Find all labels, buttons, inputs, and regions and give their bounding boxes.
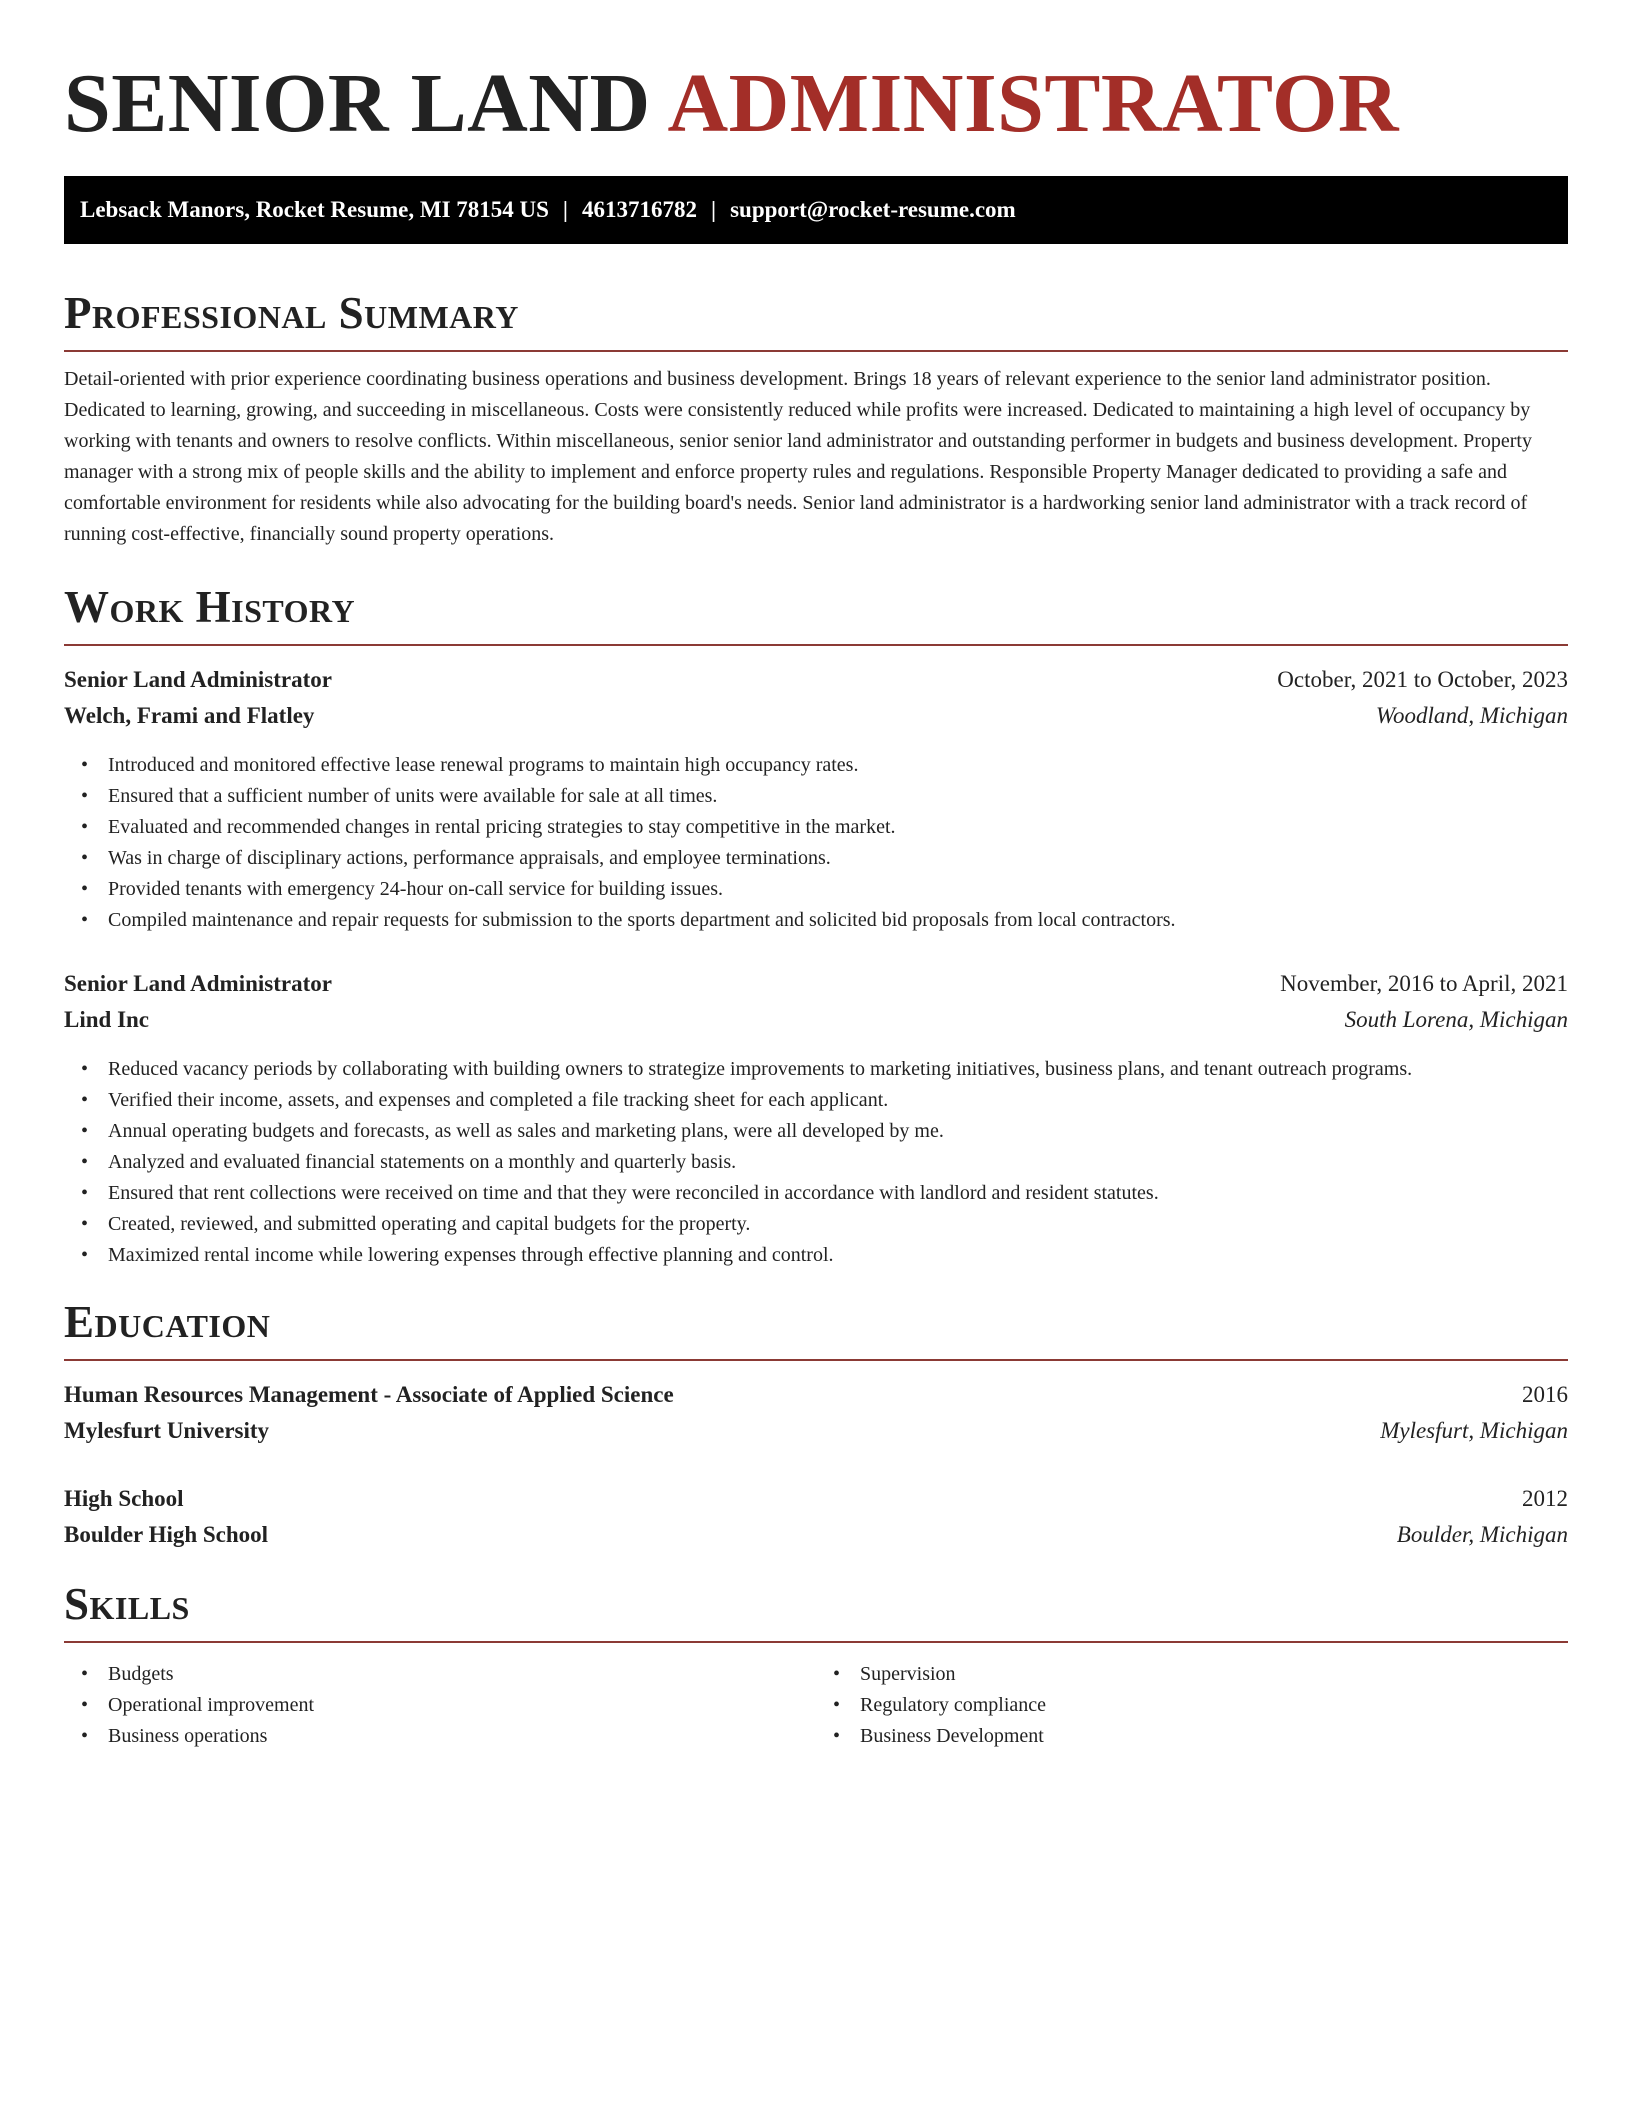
job-header-row	[64, 966, 1568, 1002]
skills-grid	[64, 1659, 1568, 1752]
job-entry	[64, 966, 1568, 1271]
job-company: Lind Inc	[64, 1007, 150, 1032]
list-item	[64, 1085, 1568, 1116]
skills-list	[816, 1659, 1568, 1752]
section-divider	[64, 350, 1568, 352]
list-item	[64, 874, 1568, 905]
bullet-icon: •	[833, 1725, 841, 1747]
education-year: 2012	[1522, 1486, 1568, 1511]
list-item	[64, 1240, 1568, 1271]
list-item	[64, 843, 1568, 874]
bullet-icon: •	[81, 1089, 89, 1111]
skills-column-left	[64, 1659, 816, 1752]
education-entry	[64, 1377, 1568, 1449]
contact-separator: |	[711, 197, 717, 222]
work-history-heading: Work History	[64, 582, 356, 632]
summary-heading: Professional Summary	[64, 288, 519, 338]
work-history-section	[64, 578, 1568, 1271]
skill-text: Operational improvement	[108, 1694, 315, 1716]
contact-separator: |	[562, 197, 568, 222]
bullet-icon: •	[833, 1694, 841, 1716]
job-company: Welch, Frami and Flatley	[64, 703, 315, 728]
section-divider	[64, 644, 1568, 646]
bullet-text: Compiled maintenance and repair requests for submission to the sports department and solicited bid proposals from local contractors.	[108, 909, 1176, 931]
list-item	[64, 1690, 816, 1721]
list-item	[64, 1209, 1568, 1240]
job-title: Senior Land Administrator	[64, 667, 332, 692]
skill-text: Business Development	[860, 1725, 1044, 1747]
education-year: 2016	[1522, 1382, 1568, 1407]
bullet-icon: •	[81, 909, 89, 931]
education-degree: High School	[64, 1486, 184, 1511]
skill-text: Budgets	[108, 1663, 174, 1685]
bullet-icon: •	[81, 847, 89, 869]
education-school: Boulder High School	[64, 1522, 269, 1547]
bullet-text: Reduced vacancy periods by collaborating with building owners to strategize improvements to marketing initiatives, business plans, and tenant outreach programs.	[108, 1058, 1413, 1080]
bullet-text: Introduced and monitored effective lease renewal programs to maintain high occupancy rates.	[108, 754, 859, 776]
bullet-icon: •	[81, 1120, 89, 1142]
skills-section	[64, 1575, 1568, 1752]
job-header-row	[64, 662, 1568, 698]
skills-column-right	[816, 1659, 1568, 1752]
job-location: South Lorena, Michigan	[1344, 1007, 1568, 1032]
job-bullet-list	[64, 1054, 1568, 1271]
contact-email: support@rocket-resume.com	[730, 197, 1016, 222]
bullet-icon: •	[81, 1244, 89, 1266]
job-location: Woodland, Michigan	[1375, 703, 1568, 728]
list-item	[64, 1659, 816, 1690]
list-item	[64, 1721, 816, 1752]
skills-list	[64, 1659, 816, 1752]
bullet-text: Verified their income, assets, and expenses and completed a file tracking sheet for each applicant.	[108, 1089, 889, 1111]
list-item	[64, 781, 1568, 812]
name-first-part: SENIOR LAND	[64, 57, 651, 150]
bullet-text: Ensured that rent collections were received on time and that they were reconciled in accordance with landlord and resident statutes.	[108, 1182, 1159, 1204]
skill-text: Supervision	[860, 1663, 956, 1685]
name-last-part: ADMINISTRATOR	[667, 57, 1399, 150]
education-school: Mylesfurt University	[64, 1418, 270, 1443]
summary-text: Detail-oriented with prior experience coordinating business operations and business development. Brings 18 years of relevant experience to the senior land administrator position. Dedicated to learning, growing, and succeeding in miscellaneous. Costs were consistently reduced while profits were increased. Dedicated to maintaining a high level of occupancy by working with tenants and owners to resolve conflicts. Within miscellaneous, senior senior land administrator and outstanding performer in budgets and business development. Property manager with a strong mix of people skills and the ability to implement and enforce property rules and regulations. Responsible Property Manager dedicated to providing a safe and comfortable environment for residents while also advocating for the building board's needs. Senior land administrator is a hardworking senior land administrator with a track record of running cost-effective, financially sound property operations.	[64, 368, 1532, 545]
bullet-icon: •	[833, 1663, 841, 1685]
list-item	[64, 1116, 1568, 1147]
list-item	[64, 812, 1568, 843]
resume-name	[64, 0, 1568, 154]
bullet-text: Maximized rental income while lowering expenses through effective planning and control.	[108, 1244, 834, 1266]
list-item	[816, 1659, 1568, 1690]
education-school-row	[64, 1517, 1568, 1553]
job-dates: November, 2016 to April, 2021	[1280, 971, 1568, 996]
list-item	[64, 750, 1568, 781]
bullet-text: Evaluated and recommended changes in rental pricing strategies to stay competitive in the market.	[108, 816, 896, 838]
job-dates: October, 2021 to October, 2023	[1277, 667, 1568, 692]
job-company-row	[64, 698, 1568, 734]
job-bullet-list	[64, 750, 1568, 936]
education-degree-row	[64, 1481, 1568, 1517]
education-degree: Human Resources Management - Associate of Applied Science	[64, 1382, 674, 1407]
contact-address: Lebsack Manors, Rocket Resume, MI 78154 US	[80, 197, 549, 222]
bullet-icon: •	[81, 1151, 89, 1173]
bullet-text: Was in charge of disciplinary actions, performance appraisals, and employee terminations.	[108, 847, 831, 869]
bullet-icon: •	[81, 1213, 89, 1235]
summary-section	[64, 284, 1568, 550]
bullet-icon: •	[81, 816, 89, 838]
list-item	[816, 1721, 1568, 1752]
skill-text: Regulatory compliance	[860, 1694, 1047, 1716]
list-item	[64, 1054, 1568, 1085]
education-location: Boulder, Michigan	[1396, 1522, 1568, 1547]
contact-bar	[64, 176, 1568, 244]
bullet-text: Annual operating budgets and forecasts, as well as sales and marketing plans, were all developed by me.	[108, 1120, 944, 1142]
job-entry	[64, 662, 1568, 936]
bullet-icon: •	[81, 1058, 89, 1080]
bullet-text: Provided tenants with emergency 24-hour on-call service for building issues.	[108, 878, 724, 900]
bullet-icon: •	[81, 1182, 89, 1204]
contact-phone: 4613716782	[582, 197, 697, 222]
job-title: Senior Land Administrator	[64, 971, 332, 996]
bullet-icon: •	[81, 754, 89, 776]
bullet-text: Created, reviewed, and submitted operating and capital budgets for the property.	[108, 1213, 751, 1235]
bullet-icon: •	[81, 1694, 89, 1716]
bullet-icon: •	[81, 785, 89, 807]
section-divider	[64, 1641, 1568, 1643]
bullet-icon: •	[81, 878, 89, 900]
bullet-icon: •	[81, 1725, 89, 1747]
bullet-text: Ensured that a sufficient number of units were available for sale at all times.	[108, 785, 718, 807]
education-section	[64, 1293, 1568, 1553]
bullet-icon: •	[81, 1663, 89, 1685]
education-location: Mylesfurt, Michigan	[1380, 1418, 1568, 1443]
list-item	[64, 1178, 1568, 1209]
education-heading: Education	[64, 1297, 271, 1347]
education-entry	[64, 1481, 1568, 1553]
bullet-text: Analyzed and evaluated financial statements on a monthly and quarterly basis.	[108, 1151, 737, 1173]
skills-heading: Skills	[64, 1579, 190, 1629]
list-item	[816, 1690, 1568, 1721]
education-degree-row	[64, 1377, 1568, 1413]
section-divider	[64, 1359, 1568, 1361]
list-item	[64, 905, 1568, 936]
education-school-row	[64, 1413, 1568, 1449]
skill-text: Business operations	[108, 1725, 268, 1747]
job-company-row	[64, 1002, 1568, 1038]
list-item	[64, 1147, 1568, 1178]
